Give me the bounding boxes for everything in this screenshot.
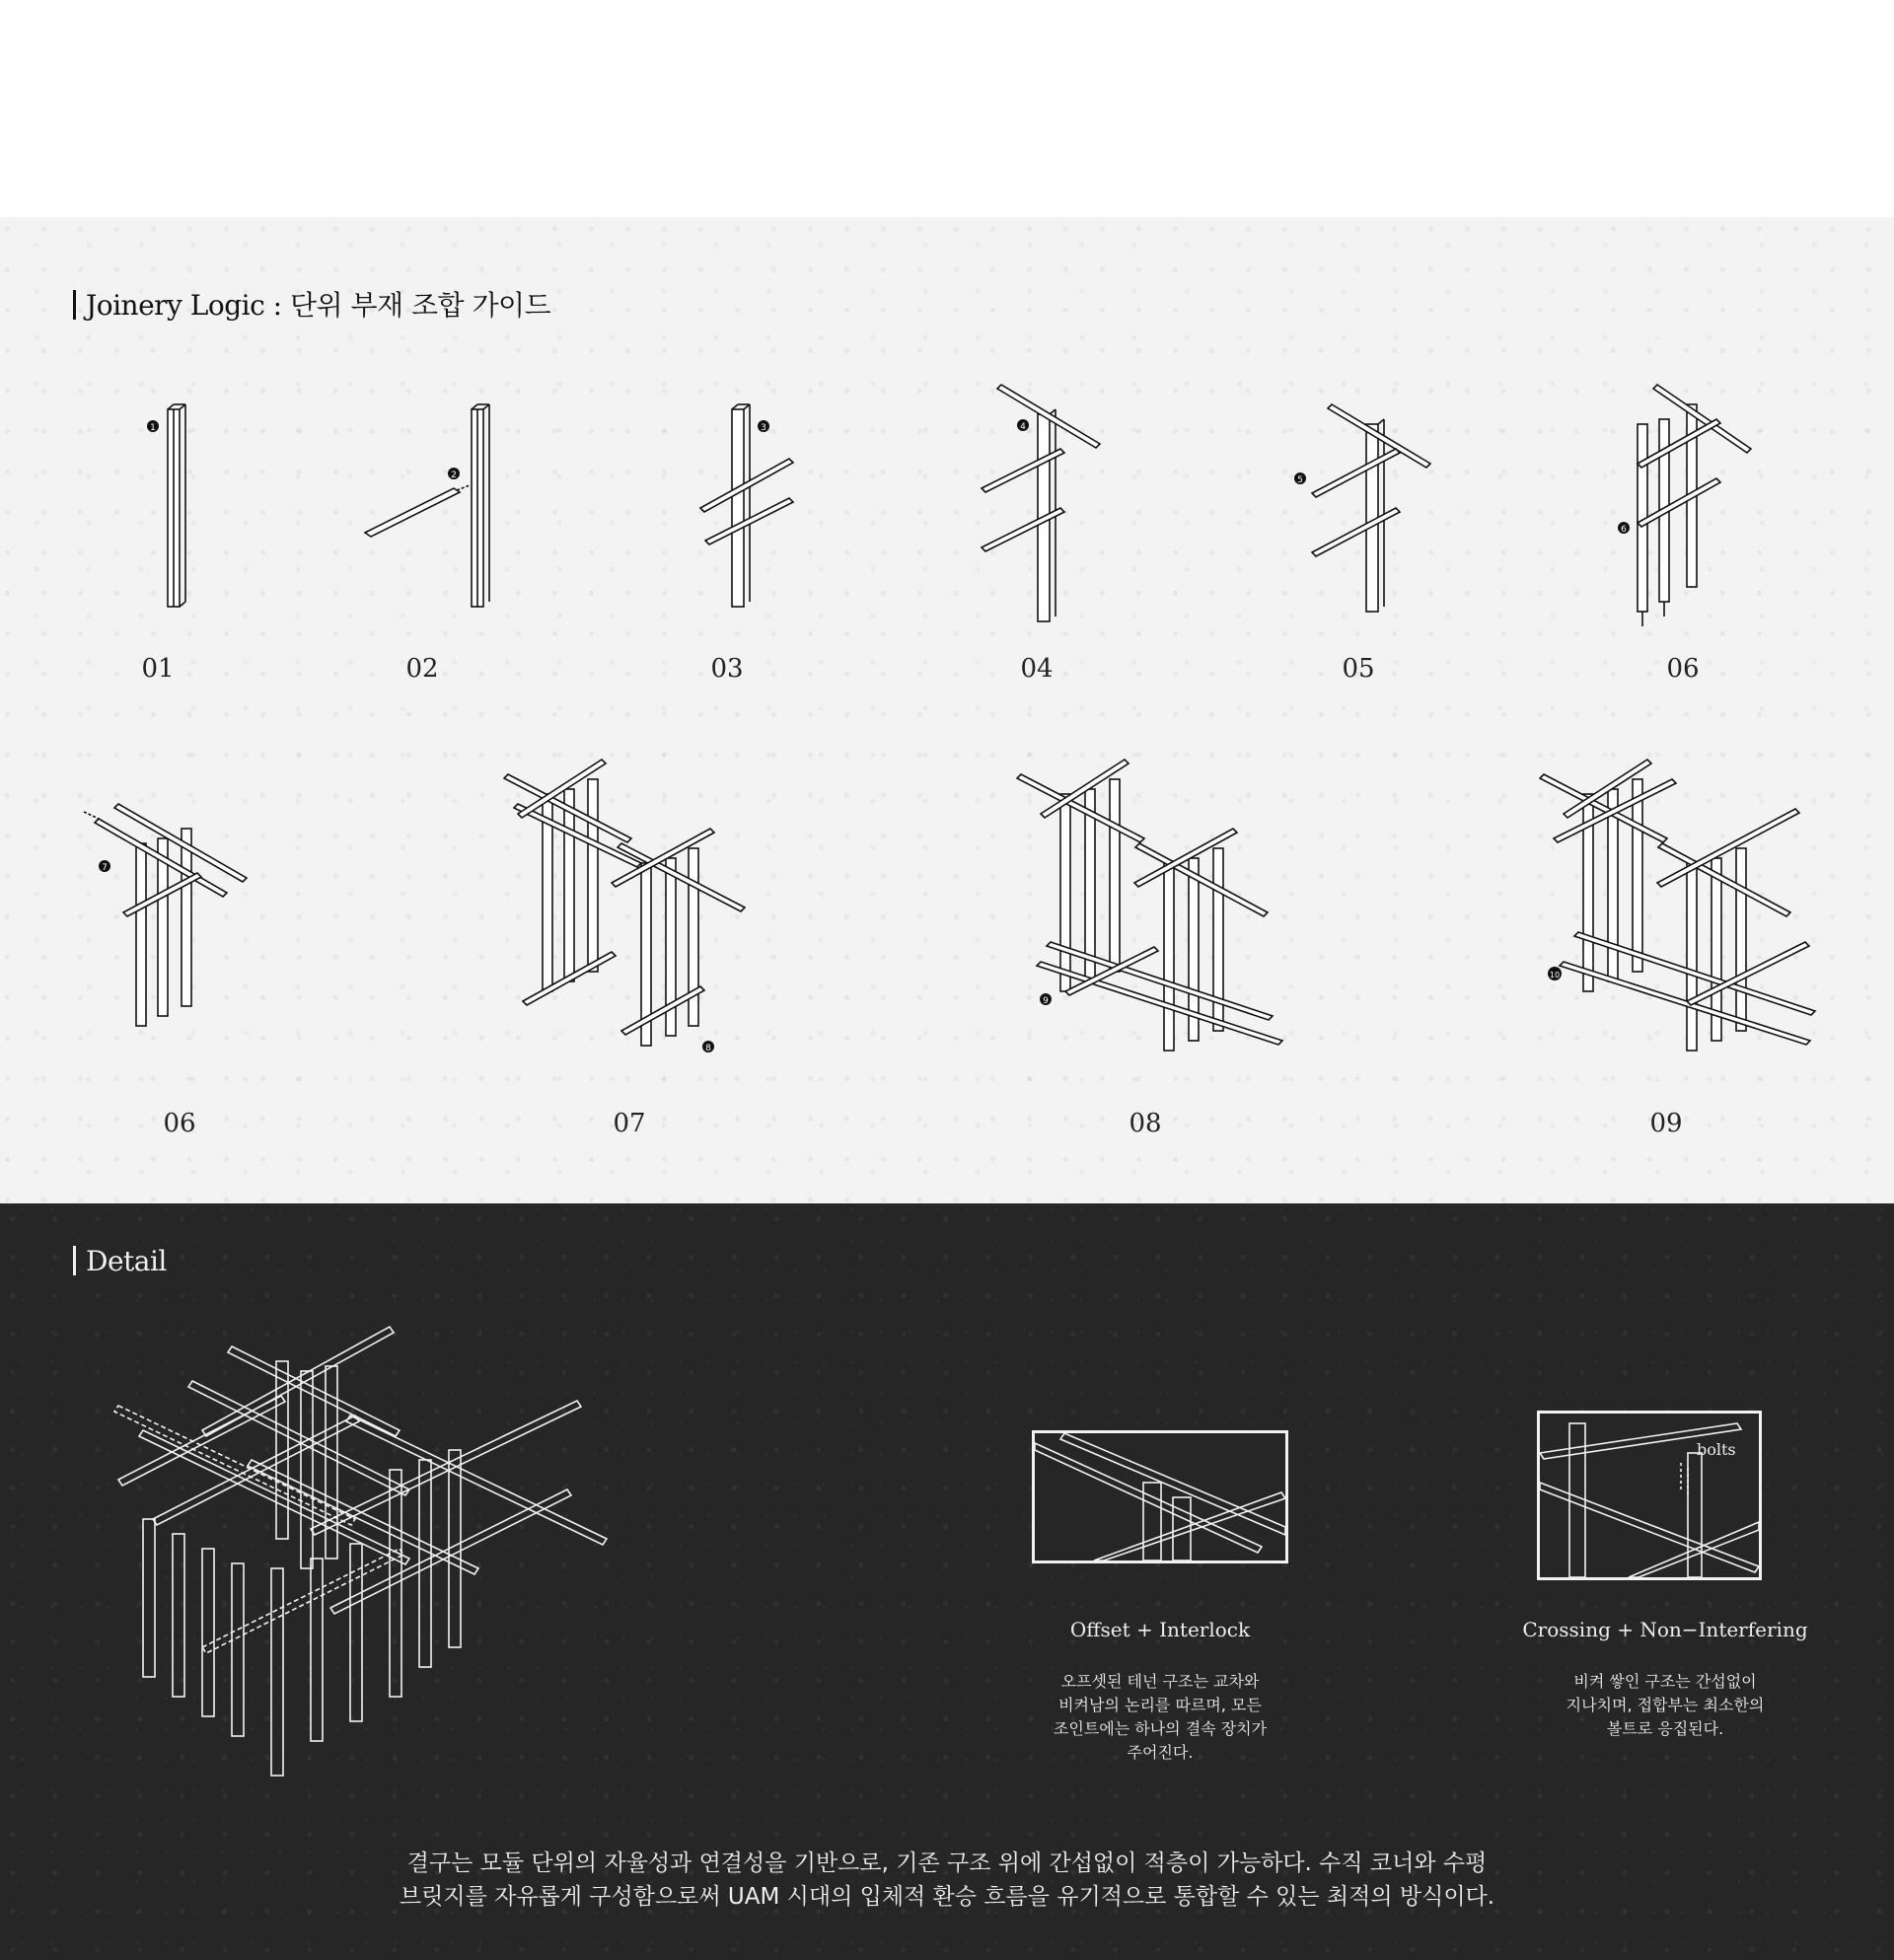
step-label-04: 04: [1020, 654, 1054, 684]
crossing-caption: Crossing + Non−Interfering: [1522, 1618, 1808, 1641]
crossing-desc-line-2: 지나치며, 접합부는 최소한의: [1566, 1696, 1765, 1714]
step-04-figure: [972, 375, 1120, 641]
summary-line-1: 결구는 모듈 단위의 자율성과 연결성을 기반으로, 기존 구조 위에 간섭없이 적층이 가능하다. 수직 코너와 수평: [406, 1851, 1488, 1876]
joinery-panel: [0, 217, 1894, 1203]
joinery-section-title: [73, 284, 550, 324]
step-01-figure: [128, 395, 227, 631]
step-label-06b: 06: [163, 1109, 196, 1138]
marker-6-number: 6: [1621, 525, 1627, 535]
marker-1-number: 1: [150, 423, 156, 433]
step-07-figure: [503, 745, 760, 1070]
step-06-figure: [1608, 375, 1756, 641]
detail-box-offset-interlock: [1032, 1430, 1288, 1563]
offset-interlock-caption: Offset + Interlock: [1069, 1618, 1251, 1641]
marker-10-number: 10: [1549, 971, 1561, 980]
step-label-01: 01: [141, 654, 175, 684]
detail-title-text: Detail: [86, 1245, 167, 1277]
top-whitespace: [0, 0, 1894, 217]
step-label-09: 09: [1649, 1109, 1683, 1138]
marker-9-number: 9: [1043, 996, 1049, 1006]
offset-desc-line-1: 오프셋된 테넌 구조는 교차와: [1060, 1672, 1260, 1691]
detail-section-title: [73, 1245, 167, 1277]
step-02-figure: [355, 395, 513, 631]
title-bar: [73, 290, 76, 320]
offset-interlock-description: [1022, 1670, 1298, 1765]
marker-8-number: 8: [705, 1044, 711, 1053]
crossing-description: [1527, 1670, 1803, 1741]
step-label-06: 06: [1666, 654, 1700, 684]
step-label-07: 07: [613, 1109, 646, 1138]
joinery-title-text: Joinery Logic : 단위 부재 조합 가이드: [86, 289, 551, 322]
step-label-08: 08: [1129, 1109, 1162, 1138]
offset-interlock-drawing: [1035, 1433, 1285, 1561]
step-09-figure: [1539, 745, 1825, 1070]
crossing-desc-line-1: 비켜 쌓인 구조는 간섭없이: [1573, 1672, 1757, 1691]
detail-box-crossing: [1537, 1411, 1762, 1580]
detail-title-bar: [73, 1246, 76, 1275]
detail-panel: [0, 1203, 1894, 1960]
detail-axonometric-drawing: [113, 1322, 626, 1795]
step-03-figure: [661, 395, 819, 631]
marker-2-number: 2: [451, 471, 457, 480]
marker-4-number: 4: [1020, 422, 1026, 432]
step-label-03: 03: [710, 654, 744, 684]
summary-line-2: 브릿지를 자유롭게 구성함으로써 UAM 시대의 입체적 환승 흐름을 유기적으로 통합할 수 있는 최적의 방식이다.: [399, 1884, 1495, 1910]
step-05-figure: [1287, 395, 1445, 631]
step-08-figure: [1016, 745, 1292, 1070]
step-06b-figure: [79, 784, 266, 1041]
offset-desc-line-4: 주어진다.: [1127, 1743, 1194, 1762]
step-label-02: 02: [405, 654, 439, 684]
offset-desc-line-3: 조인트에는 하나의 결속 장치가: [1053, 1719, 1268, 1738]
marker-3-number: 3: [761, 423, 766, 433]
crossing-desc-line-3: 볼트로 응집된다.: [1606, 1719, 1724, 1738]
offset-desc-line-2: 비켜남의 논리를 따르며, 모든: [1058, 1696, 1262, 1714]
marker-7-number: 7: [102, 863, 108, 873]
step-label-05: 05: [1342, 654, 1375, 684]
marker-5-number: 5: [1297, 475, 1303, 485]
bolts-label: bolts: [1697, 1440, 1736, 1459]
detail-summary-text: [400, 1847, 1494, 1914]
crossing-drawing: [1540, 1414, 1759, 1577]
